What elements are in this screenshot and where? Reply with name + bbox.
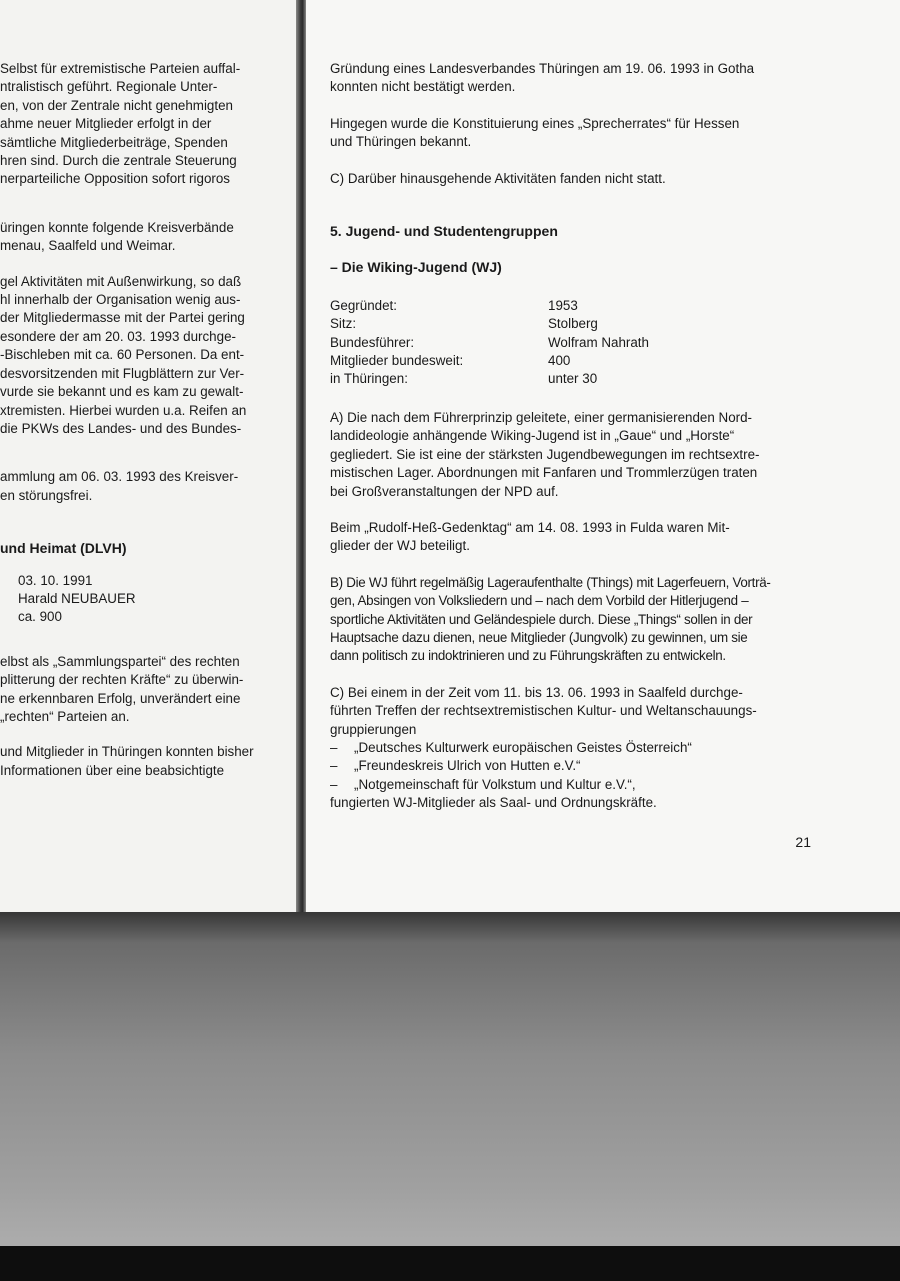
fact-label: Gegründet: <box>330 297 397 313</box>
right-page-text <box>330 60 810 813</box>
text-line: en störungsfrei. <box>0 487 93 503</box>
sub-title: – Die Wiking-Jugend (WJ) <box>330 259 502 276</box>
text-line: gegliedert. Sie ist eine der stärksten Jugendbewegungen im rechtsextre- <box>330 446 760 462</box>
left-paragraph-3 <box>0 273 282 439</box>
text-line: gruppierungen <box>330 721 417 737</box>
fact-label: Sitz: <box>330 316 357 332</box>
text-line: Selbst für extremistische Parteien auffal- <box>0 61 241 76</box>
fact-value: unter 30 <box>548 371 598 387</box>
fact-label: Bundesführer: <box>330 334 415 350</box>
text-line: gel Aktivitäten mit Außenwirkung, so daß <box>0 273 242 289</box>
section-title: 5. Jugend- und Studentengruppen <box>330 223 558 240</box>
text-line: die PKWs des Landes- und des Bundes- <box>0 420 242 436</box>
text-line: A) Die nach dem Führerprinzip geleitete, einer germanisierenden Nord- <box>330 409 753 425</box>
left-paragraph-2 <box>0 219 282 256</box>
page-number: 21 <box>795 834 811 850</box>
left-section-heading: und Heimat (DLVH) <box>0 540 127 557</box>
left-page <box>0 0 298 912</box>
left-facts <box>18 572 282 627</box>
fact-value: 03. 10. 1991 <box>18 572 93 588</box>
text-line: dann politisch zu indoktrinieren und zu Führungskräften zu entwickeln. <box>330 648 726 664</box>
text-line: ahme neuer Mitglieder erfolgt in der <box>0 116 212 132</box>
text-line: sportliche Aktivitäten und Geländespiele durch. Diese „Things“ sollen in der <box>330 611 753 627</box>
fact-value: Harald NEUBAUER <box>18 590 136 606</box>
text-line: menau, Saalfeld und Weimar. <box>0 238 176 254</box>
text-line: nerparteiliche Opposition sofort rigoros <box>0 171 230 187</box>
text-line: Hingegen wurde die Konstituierung eines „Sprecherrates“ für Hessen <box>330 115 740 131</box>
text-line: „rechten“ Parteien an. <box>0 708 130 724</box>
text-line: xtremisten. Hierbei wurden u.a. Reifen an <box>0 402 247 418</box>
fact-value: Wolfram Nahrath <box>548 334 649 350</box>
list-item: – „Notgemeinschaft für Volkstum und Kultur e.V.“, <box>330 776 810 794</box>
fact-value: ca. 900 <box>18 609 62 625</box>
list-item: – „Freundeskreis Ulrich von Hutten e.V.“ <box>330 757 810 775</box>
text-line: plitterung der rechten Kräfte“ zu überwin- <box>0 672 244 688</box>
text-line: B) Die WJ führt regelmäßig Lageraufenthalte (Things) mit Lagerfeuern, Vorträ- <box>330 574 771 590</box>
text-line: glieder der WJ beteiligt. <box>330 538 470 554</box>
text-line: sämtliche Mitgliederbeiträge, Spenden <box>0 134 228 150</box>
right-paragraph-2 <box>330 115 810 152</box>
group-list <box>330 739 810 794</box>
text-line: elbst als „Sammlungspartei“ des rechten <box>0 653 240 669</box>
text-line: der Mitgliedermasse mit der Partei gering <box>0 310 245 326</box>
text-line: ntralistisch geführt. Regionale Unter- <box>0 79 218 95</box>
text-line: Informationen über eine beabsichtigte <box>0 762 225 778</box>
text-line: und Thüringen bekannt. <box>330 134 472 150</box>
left-paragraph-5 <box>0 653 282 727</box>
left-paragraph-1 <box>0 60 282 189</box>
fact-label: in Thüringen: <box>330 371 408 387</box>
fact-label: Mitglieder bundesweit: <box>330 353 464 369</box>
paragraph-a <box>330 409 810 501</box>
fact-value: 400 <box>548 353 571 369</box>
fact-value: Stolberg <box>548 316 598 332</box>
text-line: vurde sie bekannt und es kam zu gewalt- <box>0 384 244 400</box>
right-paragraph-1 <box>330 60 810 97</box>
text-line: esondere der am 20. 03. 1993 durchge- <box>0 328 236 344</box>
text-line: bei Großveranstaltungen der NPD auf. <box>330 483 559 499</box>
text-line: konnten nicht bestätigt werden. <box>330 79 516 95</box>
text-line: C) Bei einem in der Zeit vom 11. bis 13. 06. 1993 in Saalfeld durchge- <box>330 684 743 700</box>
text-line: hl innerhalb der Organisation wenig aus- <box>0 292 241 308</box>
text-line: mistischen Lager. Abordnungen mit Fanfaren und Trommlerzügen traten <box>330 465 758 481</box>
text-line: führten Treffen der rechtsextremistischen Kultur- und Weltanschauungs- <box>330 703 757 719</box>
right-paragraph-3 <box>330 170 810 188</box>
paragraph-a2 <box>330 519 810 556</box>
text-line: C) Darüber hinausgehende Aktivitäten fanden nicht statt. <box>330 170 666 186</box>
text-line: und Mitglieder in Thüringen konnten bisher <box>0 744 254 760</box>
left-paragraph-6 <box>0 743 282 780</box>
left-page-text <box>0 60 282 797</box>
list-item: – „Deutsches Kulturwerk europäischen Geistes Österreich“ <box>330 739 810 757</box>
text-line: hren sind. Durch die zentrale Steuerung <box>0 153 237 169</box>
text-line: -Bischleben mit ca. 60 Personen. Da ent- <box>0 347 245 363</box>
right-page <box>306 0 900 912</box>
closing-line: fungierten WJ-Mitglieder als Saal- und Ordnungskräfte. <box>330 795 657 811</box>
text-line: gen, Absingen von Volksliedern und – nach dem Vorbild der Hitlerjugend – <box>330 593 749 609</box>
paragraph-c <box>330 684 810 739</box>
text-line: landideologie anhängende Wiking-Jugend ist in „Gaue“ und „Horste“ <box>330 428 735 444</box>
paragraph-b <box>330 574 810 666</box>
scan-shadow-area <box>0 905 900 1281</box>
text-line: en, von der Zentrale nicht genehmigten <box>0 97 233 113</box>
left-paragraph-4 <box>0 468 282 505</box>
text-line: Gründung eines Landesverbandes Thüringen am 19. 06. 1993 in Gotha <box>330 61 755 76</box>
text-line: ammlung am 06. 03. 1993 des Kreisver- <box>0 469 239 485</box>
text-line: desvorsitzenden mit Flugblättern zur Ver- <box>0 365 245 381</box>
fact-value: 1953 <box>548 297 578 313</box>
text-line: üringen konnte folgende Kreisverbände <box>0 219 234 235</box>
text-line: Beim „Rudolf-Heß-Gedenktag“ am 14. 08. 1993 in Fulda waren Mit- <box>330 519 730 535</box>
text-line: ne erkennbaren Erfolg, unverändert eine <box>0 690 241 706</box>
text-line: Hauptsache dazu dienen, neue Mitglieder (Jungvolk) zu gewinnen, um sie <box>330 629 748 645</box>
facts-table <box>330 297 810 389</box>
